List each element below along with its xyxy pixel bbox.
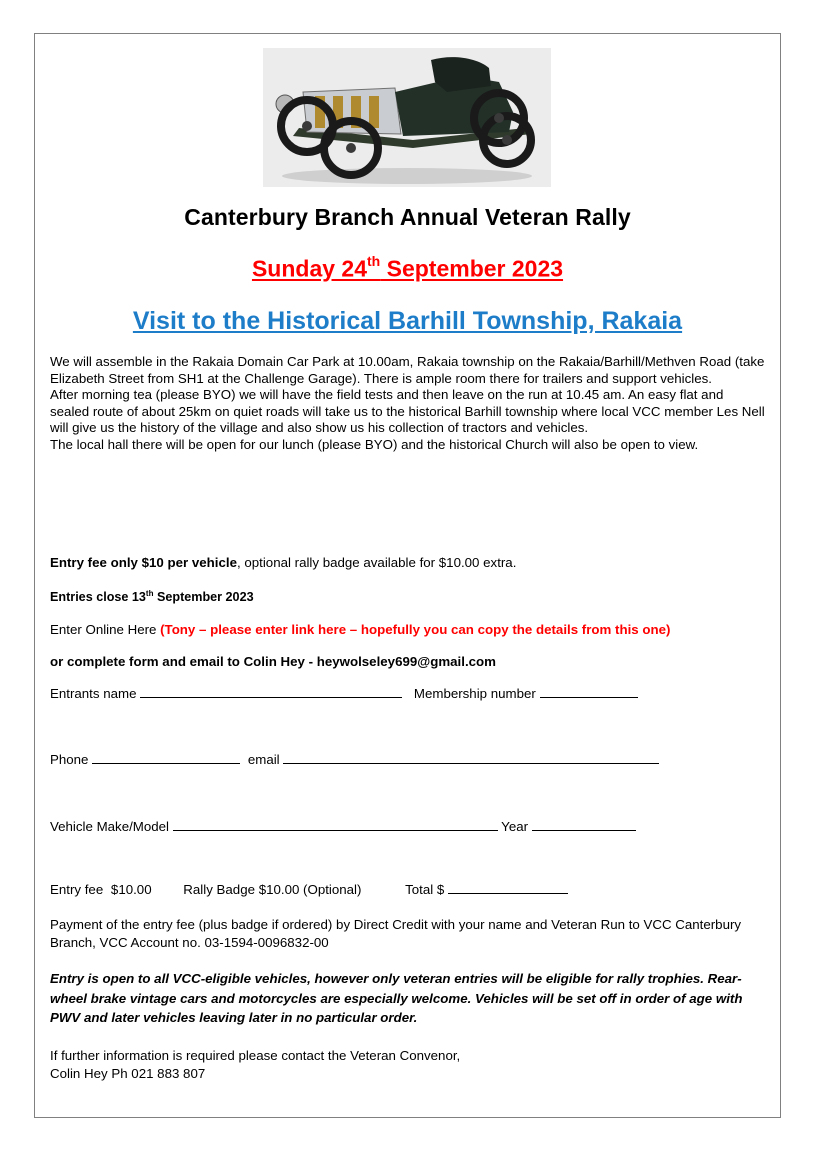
rally-date	[34, 255, 781, 283]
phone-field[interactable]	[92, 752, 240, 764]
membership-number-field[interactable]	[540, 686, 638, 698]
email-field[interactable]	[283, 752, 659, 764]
eligibility-info: Entry is open to all VCC-eligible vehicles, however only veteran entries will be eligible for rally trophies. Rear-wheel brake vintage cars and motorcycles are especially welcome. Vehicles will be set off in order of age with PWV and later vehicles leaving later in no particular order.	[50, 971, 743, 1025]
entry-fee-value: $10.00	[110, 882, 152, 897]
entries-close-line	[50, 589, 254, 604]
year-label: Year	[501, 819, 529, 834]
intro-paragraph-2: After morning tea (please BYO) we will have the field tests and then leave on the run at 10.45 am. An easy flat and sealed route of about 25km on quiet roads will take us to the historical Barhill township where local VCC member Les Nell will give us the history of the village and also show us his collection of tractors and vehicles.	[50, 387, 765, 436]
membership-number-label: Membership number	[413, 686, 536, 701]
entry-fee-bold: Entry fee only $10 per vehicle	[50, 555, 237, 570]
page-border	[34, 33, 781, 1118]
form-row-fees	[50, 882, 568, 897]
entry-fee-rest: , optional rally badge available for $10.00 extra.	[236, 555, 517, 570]
entry-fee-line	[50, 555, 516, 570]
intro-text	[50, 354, 766, 454]
entry-fee-label: Entry fee	[50, 882, 104, 897]
online-note: (Tony – please enter link here – hopefully you can copy the details from this one)	[160, 622, 671, 637]
payment-info: Payment of the entry fee (plus badge if ordered) by Direct Credit with your name and Veteran Run to VCC Canterbury Branch, VCC Account no. 03-1594-0096832-00	[50, 917, 742, 950]
rally-date-sup: th	[367, 253, 381, 269]
total-field[interactable]	[448, 882, 568, 894]
rally-subtitle: Visit to the Historical Barhill Township, Rakaia	[132, 307, 683, 335]
rally-title: Canterbury Branch Annual Veteran Rally	[184, 204, 631, 230]
entries-close-sup: th	[145, 589, 154, 598]
veteran-car-image	[263, 48, 551, 187]
contact-line-2: Colin Hey Ph 021 883 807	[50, 1066, 206, 1081]
contact-line-1: If further information is required please contact the Veteran Convenor,	[50, 1048, 461, 1063]
intro-paragraph-3: The local hall there will be open for our lunch (please BYO) and the historical Church will also be open to view.	[50, 436, 699, 452]
rally-badge-label: Rally Badge $10.00 (Optional)	[183, 882, 362, 897]
phone-label: Phone	[50, 752, 89, 767]
entries-close-suffix: September 2023	[153, 590, 254, 605]
email-label: email	[247, 752, 280, 767]
total-label: Total $	[405, 882, 445, 897]
form-row-name	[50, 686, 638, 701]
entrants-name-field[interactable]	[140, 686, 402, 698]
form-row-phone	[50, 752, 659, 767]
intro-paragraph-1: We will assemble in the Rakaia Domain Car Park at 10.00am, Rakaia township on the Rakaia/Barhill/Methven Road (take Elizabeth Street from SH1 at the Challenge Garage). There is ample room there for trailers and support vehicles.	[50, 354, 765, 386]
online-label: Enter Online Here	[50, 622, 161, 637]
vehicle-field[interactable]	[173, 819, 498, 831]
contact-info	[50, 1047, 766, 1083]
entrants-name-label: Entrants name	[50, 686, 137, 701]
entries-close-prefix: Entries close 13	[50, 590, 146, 605]
rally-date-suffix: September 2023	[380, 255, 564, 282]
year-field[interactable]	[532, 819, 636, 831]
online-line	[50, 622, 670, 637]
vehicle-label: Vehicle Make/Model	[50, 819, 169, 834]
rally-date-prefix: Sunday 24	[251, 255, 367, 282]
email-instruction: or complete form and email to Colin Hey - heywolseley699@gmail.com	[50, 654, 496, 669]
form-row-vehicle	[50, 819, 636, 834]
